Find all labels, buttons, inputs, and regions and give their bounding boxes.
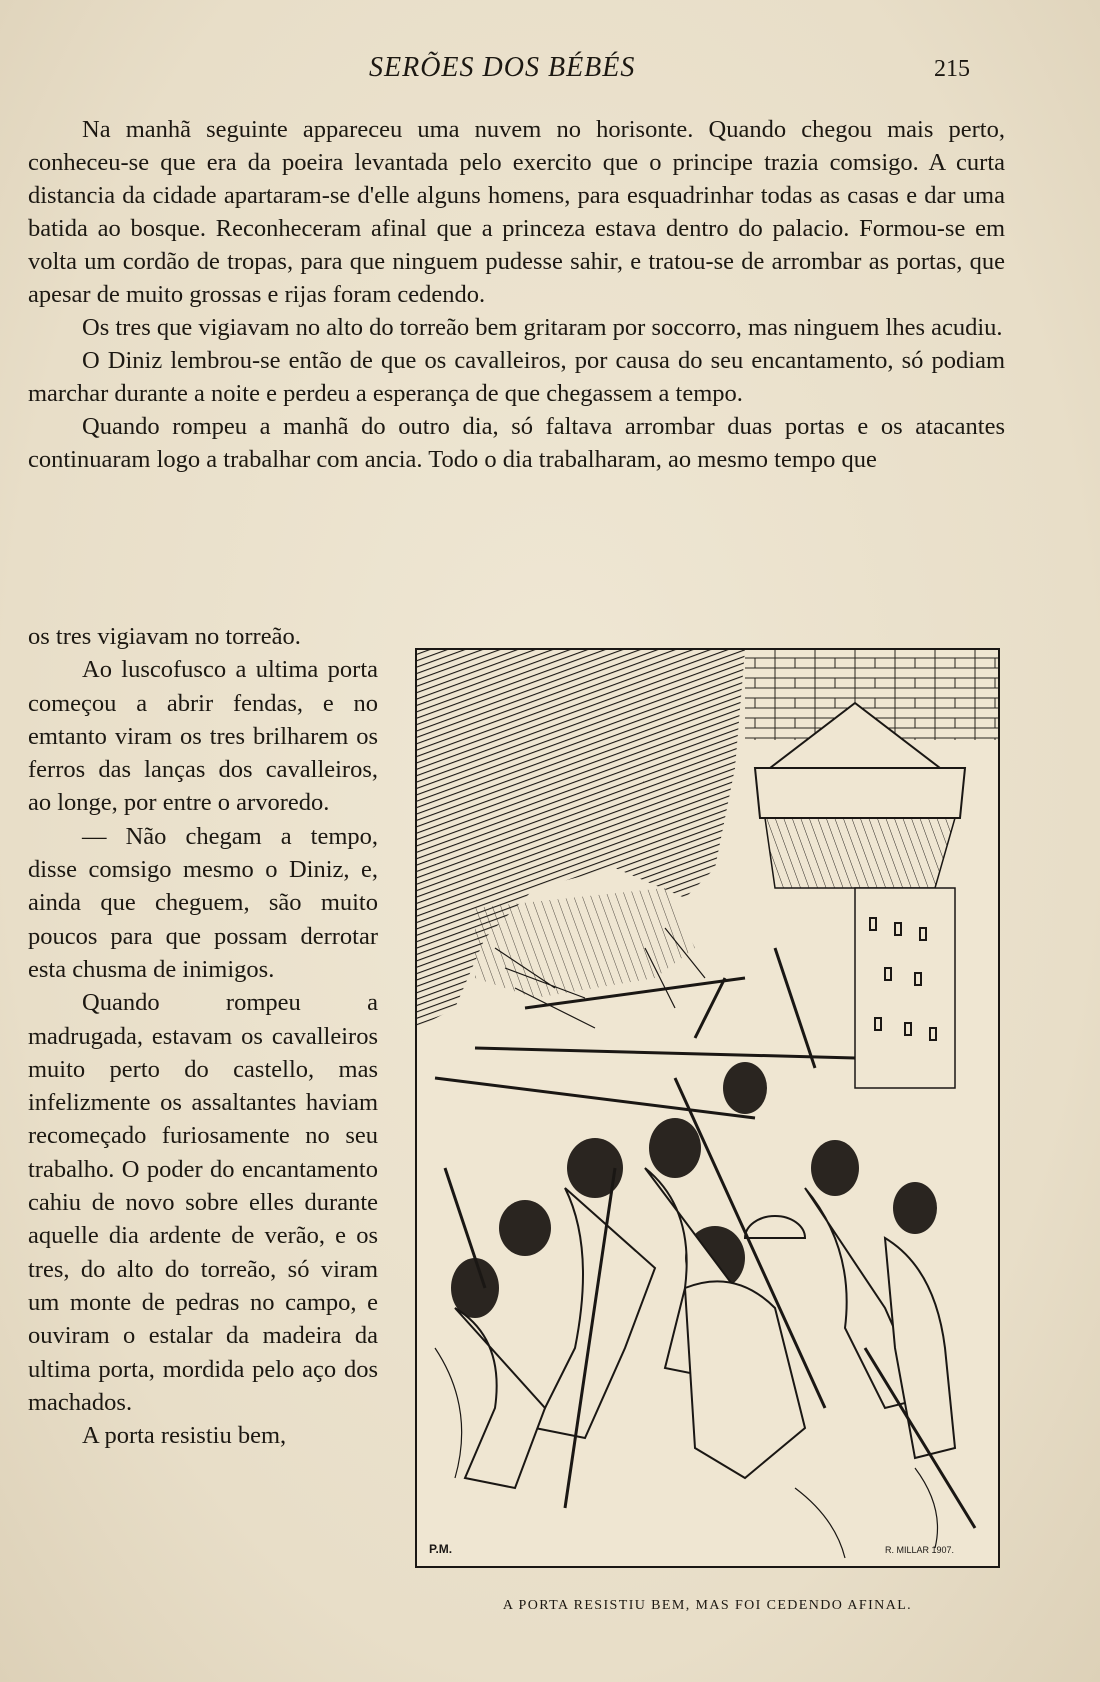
turret-corbels — [765, 818, 955, 888]
artist-signature-left: P.M. — [429, 1542, 453, 1556]
page-number: 215 — [934, 56, 970, 82]
siege-engraving — [415, 648, 1000, 1568]
paragraph: Ao luscofusco a ultima porta começou a abrir fendas, e no emtanto viram os tres brilharem os ferros das lanças dos cavalleiros, ao longe, por entre o arvoredo. — [28, 656, 378, 817]
turret-ledge — [755, 768, 965, 818]
paragraph: A porta resistiu bem, — [82, 1422, 287, 1450]
paragraph: — Não chegam a tempo, disse comsigo mesmo o Diniz, e, ainda que cheguem, são muito poucos para que possam derrotar esta chusma de inimigos. — [28, 822, 378, 983]
paragraph: Quando rompeu a manhã do outro dia, só faltava arrombar duas portas e os atacantes continuaram logo a trabalhar com ancia. Todo o dia trabalharam, ao mesmo tempo que — [28, 413, 1005, 473]
running-head — [0, 52, 1100, 92]
paragraph: Os tres que vigiavam no alto do torreão bem gritaram por soccorro, mas ninguem lhes acudiu. — [82, 314, 1003, 341]
running-title: SERÕES DOS BÉBÉS — [369, 52, 636, 83]
artist-signature-right: R. MILLAR 1907. — [885, 1545, 955, 1555]
paragraph: Quando rompeu a madrugada, estavam os cavalleiros muito perto do castello, mas infelizmente os assaltantes haviam recomeçado furiosamente no seu trabalho. O poder do encantamento cahiu de novo sobre elles durante aquelle dia ardente de verão, e os tres, do alto do torreão, só viram um monte de pedras no campo, e ouviram o estalar da madeira da ultima porta, mordida pelo aço dos machados. — [28, 989, 378, 1416]
body-text-side-column — [28, 620, 378, 1452]
body-text-full-width — [28, 113, 1005, 476]
paragraph: Na manhã seguinte appareceu uma nuvem no horisonte. Quando chegou mais perto, conheceu-se que era da poeira levantada pelo exercito que o principe trazia comsigo. A curta distancia da cidade apartaram-se d'elle alguns homens, para esquadrinhar todas as casas e dar uma batida ao bosque. Reconheceram afinal que a princeza estava dentro do palacio. Formou-se em volta um cordão de tropas, para que ninguem pudesse sahir, e tratou-se de arrombar as portas, que apesar de muito grossas e rijas foram cedendo. — [28, 116, 1005, 308]
illustration-caption: A PORTA RESISTIU BEM, MAS FOI CEDENDO AFINAL. — [502, 1598, 913, 1613]
paragraph-continuation: os tres vigiavam no torreão. — [28, 623, 301, 650]
paragraph: O Diniz lembrou-se então de que os cavalleiros, por causa do seu encantamento, só podiam marchar durante a noite e perdeu a esperança de que chegassem a tempo. — [28, 347, 1005, 407]
illustration-siege — [415, 648, 1000, 1568]
